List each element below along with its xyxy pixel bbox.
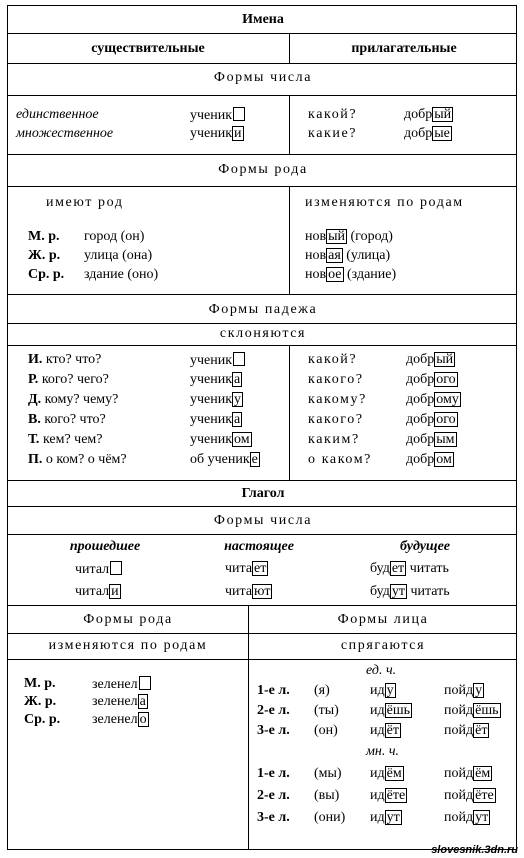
ending-box: ёшь [386, 703, 411, 718]
verb-form: пойд ут [444, 810, 489, 825]
verb-form: пойд ёшь [444, 703, 499, 718]
ending-box: о [139, 712, 147, 727]
verb-form: ид ём [370, 766, 402, 781]
pronoun: (мы) [314, 766, 342, 781]
gender-abbr: Ж. р. [24, 694, 57, 709]
ending-box: ут [391, 584, 405, 599]
ending-box: ые [434, 126, 450, 141]
case-row: Д. кому? чему? [28, 392, 119, 407]
ending-box: ого [436, 372, 456, 387]
column-divider [289, 186, 290, 294]
adjective-question: какой? [308, 352, 358, 367]
ending-box: ёте [475, 788, 494, 803]
verb-form: читал [75, 561, 122, 578]
number-label: мн. ч. [366, 744, 400, 759]
ending-box: ый [434, 107, 452, 122]
ending-box: ёт [386, 723, 399, 738]
zero-ending-box [233, 107, 245, 121]
verb-form: чита ет [225, 561, 267, 576]
ending-box: ём [475, 766, 491, 781]
gender-abbr: М. р. [28, 229, 60, 244]
case-row: Р. кого? чего? [28, 372, 109, 387]
ending-box: ом [234, 432, 250, 447]
watermark: slovesnik.3dn.ru [431, 844, 518, 856]
verb-form: зеленел о [92, 712, 147, 727]
section-title: Глагол [241, 486, 285, 501]
case-row: И. кто? что? [28, 352, 102, 367]
divider [8, 186, 516, 187]
noun-form: ученик а [190, 412, 241, 427]
section-title: Формы числа [213, 70, 313, 85]
noun-form: ученик и [190, 126, 242, 141]
divider [8, 154, 516, 155]
divider [8, 605, 516, 606]
noun-form: ученик [190, 352, 245, 369]
divider [8, 659, 516, 660]
pronoun: (ты) [314, 703, 339, 718]
column-divider [289, 345, 290, 480]
column-header-adjectives: прилагательные [351, 41, 457, 56]
ending-box: ому [436, 392, 459, 407]
verb-form: читал и [75, 584, 119, 599]
adjective-question: какого? [308, 412, 364, 427]
divider [8, 633, 516, 634]
section-title: Формы рода [83, 612, 173, 627]
adjective-form: добр ый [404, 107, 452, 122]
verb-form: зеленел а [92, 694, 146, 709]
divider [8, 95, 516, 96]
ending-box: а [234, 372, 241, 387]
section-subtitle: склоняются [219, 326, 307, 341]
verb-form: чита ют [225, 584, 271, 599]
verb-form: зеленел [92, 676, 151, 693]
zero-ending-box [110, 561, 122, 575]
adjective-form: добр ого [406, 372, 456, 387]
ending-box: ым [436, 432, 455, 447]
ending-box: ют [254, 584, 271, 599]
verb-form: ид ут [370, 810, 400, 825]
adjective-form: добр ом [406, 452, 452, 467]
pronoun: (они) [314, 810, 346, 825]
column-caption: имеют род [46, 195, 124, 210]
ending-box: ём [386, 766, 402, 781]
adjective-form: нов ая (улица) [305, 248, 391, 263]
number-label: ед. ч. [366, 663, 397, 678]
ending-box: ут [475, 810, 489, 825]
tense-label: прошедшее [69, 539, 141, 554]
verb-form: буд ет читать [370, 561, 449, 576]
ending-box: у [234, 392, 242, 407]
adjective-form: добр ый [406, 352, 454, 367]
ending-box: ёшь [475, 703, 499, 718]
ending-box: ет [254, 561, 267, 576]
row-label: единственное [16, 107, 99, 122]
noun-example: улица (она) [84, 248, 153, 263]
case-row: В. кого? что? [28, 412, 106, 427]
gender-abbr: Ср. р. [28, 267, 65, 282]
column-caption: спрягаются [340, 638, 426, 653]
divider [8, 33, 516, 34]
verb-form: ид у [370, 683, 394, 698]
column-caption: изменяются по родам [48, 638, 208, 653]
noun-form: ученик а [190, 372, 241, 387]
person-label: 2-е л. [257, 788, 290, 803]
column-divider [248, 605, 249, 849]
ending-box: ут [386, 810, 400, 825]
person-label: 3-е л. [257, 810, 290, 825]
noun-form: ученик у [190, 392, 242, 407]
person-label: 2-е л. [257, 703, 290, 718]
gender-abbr: М. р. [24, 676, 56, 691]
section-title: Формы падежа [208, 302, 318, 317]
column-header-nouns: существительные [91, 41, 205, 56]
divider [8, 534, 516, 535]
ending-box: ого [436, 412, 456, 427]
verb-form: ид ёшь [370, 703, 411, 718]
case-row: П. о ком? о чём? [28, 452, 127, 467]
pronoun: (я) [314, 683, 330, 698]
divider [8, 506, 516, 507]
ending-box: ая [328, 248, 341, 263]
tense-label: будущее [399, 539, 451, 554]
verb-form: буд ут читать [370, 584, 450, 599]
page-title: Имена [242, 12, 284, 27]
tense-label: настоящее [224, 539, 294, 554]
case-row: Т. кем? чем? [28, 432, 103, 447]
adjective-form: добр ого [406, 412, 456, 427]
noun-form: ученик ом [190, 432, 250, 447]
ending-box: ёт [475, 723, 488, 738]
row-label: множественное [16, 126, 114, 141]
gender-abbr: Ср. р. [24, 712, 61, 727]
person-label: 3-е л. [257, 723, 290, 738]
column-caption: изменяются по родам [305, 195, 464, 210]
noun-form: ученик [190, 107, 245, 124]
ending-box: и [111, 584, 119, 599]
adjective-question: каким? [308, 432, 360, 447]
adjective-form: нов ый (город) [305, 229, 393, 244]
grammar-table [7, 5, 517, 850]
gender-abbr: Ж. р. [28, 248, 61, 263]
verb-form: ид ёт [370, 723, 399, 738]
section-title: Формы рода [218, 162, 308, 177]
ending-box: ет [391, 561, 405, 576]
adjective-form: добр ым [406, 432, 455, 447]
divider [8, 63, 516, 64]
ending-box: у [386, 683, 394, 698]
adjective-question: какой? [308, 107, 358, 122]
ending-box: а [139, 694, 146, 709]
ending-box: и [234, 126, 242, 141]
adjective-question: какие? [308, 126, 358, 141]
ending-box: ое [328, 267, 342, 282]
divider [8, 480, 516, 481]
verb-form: пойд у [444, 683, 483, 698]
verb-form: ид ёте [370, 788, 406, 803]
verb-form: пойд ёте [444, 788, 494, 803]
zero-ending-box [139, 676, 151, 690]
pronoun: (он) [314, 723, 338, 738]
ending-box: ый [436, 352, 454, 367]
section-title: Формы лица [337, 612, 429, 627]
adjective-form: нов ое (здание) [305, 267, 397, 282]
divider [8, 294, 516, 295]
adjective-question: какому? [308, 392, 367, 407]
ending-box: ёте [386, 788, 406, 803]
divider [8, 323, 516, 324]
divider [8, 345, 516, 346]
pronoun: (вы) [314, 788, 340, 803]
adjective-form: добр ые [404, 126, 450, 141]
adjective-form: добр ому [406, 392, 459, 407]
zero-ending-box [233, 352, 245, 366]
verb-form: пойд ёт [444, 723, 488, 738]
verb-form: пойд ём [444, 766, 491, 781]
noun-form: об ученик е [190, 452, 258, 467]
column-divider [289, 33, 290, 63]
person-label: 1-е л. [257, 766, 290, 781]
noun-example: город (он) [84, 229, 145, 244]
adjective-question: какого? [308, 372, 364, 387]
person-label: 1-е л. [257, 683, 290, 698]
adjective-question: о каком? [308, 452, 373, 467]
section-title: Формы числа [213, 513, 313, 528]
ending-box: у [475, 683, 483, 698]
ending-box: е [251, 452, 258, 467]
noun-example: здание (оно) [84, 267, 159, 282]
ending-box: а [234, 412, 241, 427]
ending-box: ом [436, 452, 452, 467]
column-divider [289, 95, 290, 154]
ending-box: ый [328, 229, 346, 244]
